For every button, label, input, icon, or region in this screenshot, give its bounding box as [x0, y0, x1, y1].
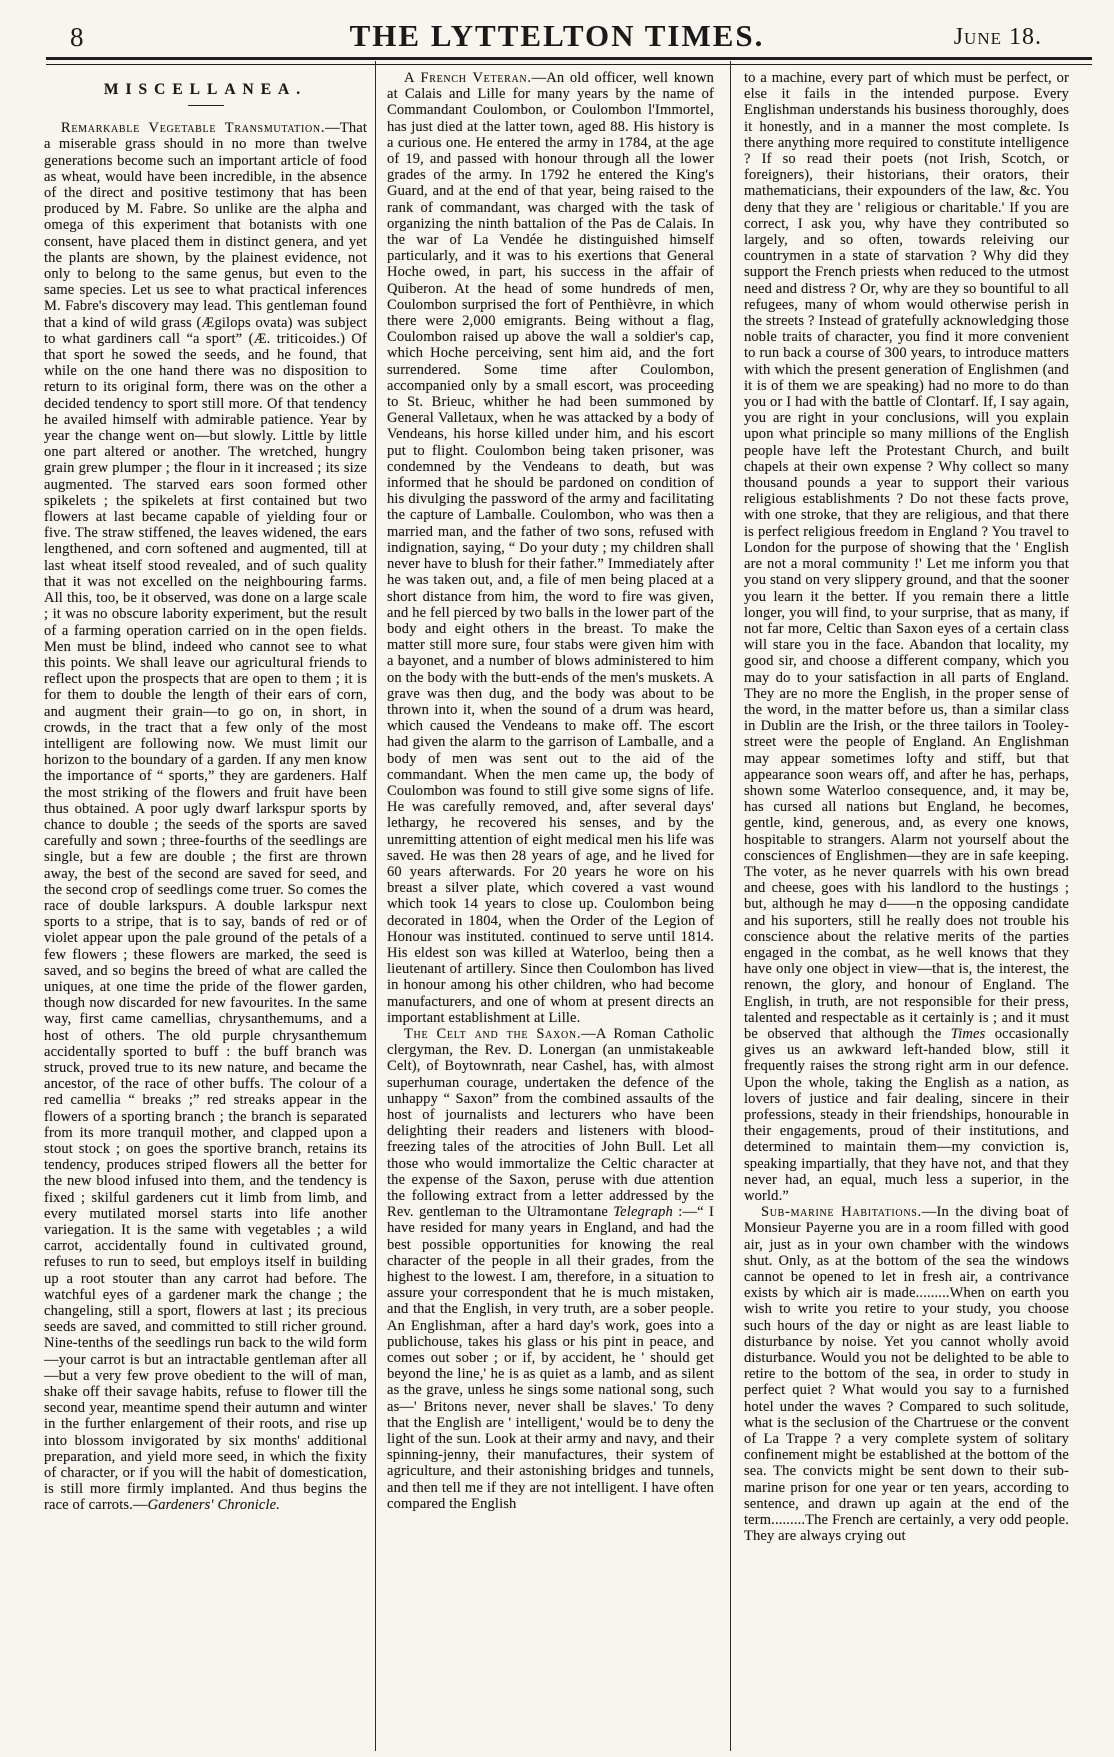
column-3-articles	[744, 70, 1069, 1544]
article-celt-saxon-continued	[744, 70, 1069, 1204]
article-the-celt-and-the-saxon-normal-segment: —A Roman Catholic clergyman, the Rev. D. Lonergan (an unmistakeable Celt), of Boytownrath, near Cashel, has, with almost superhuman courage, undertaken the defence of the unhappy “ Saxon” from the combined assaults of the host of journalists and lecturers who have been delighting their readers and listeners with blood-freezing tales of the atrocities of John Bull. Let all those who would immortalize the Celtic character at the expense of the Saxon, peruse with due attention the following extract from a letter addressed by the Rev. gentleman to the Ultramontane	[387, 1025, 714, 1221]
article-the-celt-and-the-saxon-italic-segment: Telegraph	[613, 1204, 673, 1221]
article-a-french-veteran-normal-segment: —An old officer, well known at Calais and Lille for many years by the name of Commandant Coulombon, or Coulombon l'Immortel, has just died at the latter town, aged 88. His history is a curious one. He entered the army in 1784, at the age of 19, and passed with honour through all the lower grades of the army. In 1792 he entered the King's Guard, and at the end of that year, being raised to the rank of commandant, was charged with the task of organizing the ninth battalion of the Pas de Calais. In the war of La Vendée he distinguished himself particularly, and it was to his exertions that General Hoche owed, in part, his success in the affair of Quiberon. At the head of some hundreds of men, Coulombon surprised the fort of Penthièvre, in which there were 2,000 emigrants. Being without a flag, Coulombon raised up above the wall a soldier's cap, which Hoche perceiving, sent him aid, and the fort surrendered. Some time after Coulombon, accompanied only by a small escort, was proceeding to St. Brieuc, whither he had been summoned by General Valletaux, when he was attacked by a body of Vendeans, his horse killed under him, and his escort put to flight. Coulombon being taken prisoner, was condemned by the Vendeans to death, but was informed that he should be pardoned on condition of his divulging the password of the army and facilitating the capture of Lamballe. Coulombon, who was then a married man, and the father of two sons, refused with indignation, saying, “ Do your duty ; my children shall never have to blush for their father.” Immediately after he was taken out, and, a file of men being placed at a short distance from him, the word to fire was given, and he fell pierced by two balls in the lower part of the body and eight others in the breast. To make the matter still more sure, four stabs were given him with a bayonet, and a number of blows administered to him on the body with the butt-ends of the men's muskets. A grave was then dug, and the body was about to be thrown into it, when the sound of a drum was heard, which caused the Vendeans to make off. The escort had given the alarm to the garrison of Lamballe, and a body of men was sent out to the aid of the commandant. When the men came up, the body of Coulombon was found to still give some signs of life. He was carefully removed, and, after several days' lethargy, he recovered his senses, and by the unremitting attention of eight medical men his life was saved. He was then 28 years of age, and he lived for 60 years afterwards. For 20 years he wore on his breast a silver plate, which covered a vast wound which took 14 years to close up. Coulombon being decorated in 1804, when the Order of the Legion of Honour was instituted. continued to serve until 1814. His eldest son was killed at Waterloo, being then a lieutenant of artillery. Since then Coulombon has lived in honour among his other children, who had become manufacturers, and one of whom at present directs an important establishment at Lille.	[387, 70, 714, 1026]
column-2	[387, 70, 714, 1748]
header-double-rule	[46, 57, 1092, 65]
column-divider-2	[730, 61, 731, 1751]
page-number: 8	[70, 22, 84, 52]
article-sub-marine-habitations-lead-segment: Sub-marine Habitations.	[761, 1204, 922, 1221]
masthead-title: THE LYTTELTON TIMES.	[349, 18, 765, 53]
column-2-articles	[387, 70, 714, 1512]
article-remarkable-vegetable-transmutation	[44, 120, 367, 1513]
section-heading-miscellanea: MISCELLANEA.	[103, 81, 308, 98]
column-1	[44, 70, 367, 1748]
section-heading-rule	[188, 105, 224, 106]
article-celt-saxon-continued-italic-segment: Times	[950, 1025, 986, 1042]
column-1-articles	[44, 120, 367, 1513]
article-celt-saxon-continued-normal-segment: to a machine, every part of which must be perfect, or else it fails in the intended purpose. Every Englishman understands his business thoroughly, does it honestly, and in a manner the most complete. Is there anything more required to constitute intelligence ? If so read their poets (not Irish, Scotch, or foreigners), their historians, their orators, their mathematicians, their expounders of the law, &c. You deny that they are ' religious or charitable.' If you are correct, I ask you, why have they contributed so largely, and so often, towards releiving our countrymen in a state of starvation ? Why did they support the French priests when reduced to the utmost need and distress ? Or, why are they so bountiful to all refugees, many of whom would otherwise perish in the streets ? Instead of gratefully acknowledging those noble traits of character, you find it more convenient to run back a course of 300 years, to introduce matters with which the present generation of Englishmen (and it is of them we are speaking) had no more to do than you or I had with the battle of Clontarf. If, I say again, you are right in your conclusions, will you explain upon what principle so many millions of the English people have left the Protestant Church, and built chapels at their own expense ? Why collect so many thousand pounds a year to support their various religious establishments ? Do not these facts prove, with one stroke, that they are religious, and that there is perfect religious freedom in England ? You travel to London for the purpose of showing that the ' English are not a moral community !' Let me inform you that you stand on very slippery ground, and that the sooner you learn it the better. If you remain there a little longer, you will find, to your surprise, that as many, if not far more, Celtic than Saxon eyes of a certain class will stare you in the face. Abandon that locality, my good sir, and choose a different company, which you may do to your satisfaction in all parts of England. They are no more the English, in the proper sense of the word, in the matter before us, than a similar class in Dublin are the Irish, or the three tailors in Tooley-street were the people of England. An Englishman may appear sometimes lofty and stiff, but that appearance soon wears off, and after he has, perhaps, shown some Waterloo consequence, and, it may be, has cursed all nations but England, he becomes, gentle, kind, generous, and, as every one knows, hospitable to strangers. Alarm not yourself about the consciences of Englishmen—they are in safe keeping. The voter, as he never quarrels with his own bread and cheese, goes with his landlord to the hustings ; but, although he may d——n the opposing candidate and his suporters, still he really does not trouble his conscience about the relative merits of the parties engaged in the combat, as he well knows that they have only one object in view—that is, the interest, the renown, the glory, and honour of England. The English, in truth, are not responsible for their press, talented and respectable as it certainly is ; and it must be observed that although the	[744, 70, 1069, 1042]
article-sub-marine-habitations	[744, 1204, 1069, 1544]
article-the-celt-and-the-saxon-normal-segment: :—“ I have resided for many years in England, and had the best possible opportunities for knowing the real character of the people in all their grades, from the highest to the lowest. I am, therefore, in a situation to assure your correspondent that he is much mistaken, and that the English, in very truth, are a sober people. An Englishman, after a hard day's work, goes into a publichouse, takes his glass or his pint in peace, and comes out sober ; or if, by accident, he ' should get beyond the line,' he is as quiet as a lamb, and as silent as the grave, unless he sings some national song, such as—' Britons never, never shall be slaves.' To deny that the English are ' intelligent,' would be to deny the light of the sun. Look at their army and navy, and their spinning-jenny, their manufactures, their system of agriculture, and their astonishing bridges and tunnels, and then tell me if they are not intelligent. I have often compared the English	[387, 1204, 714, 1512]
column-divider-1	[375, 61, 376, 1751]
article-the-celt-and-the-saxon-lead-segment: The Celt and the Saxon.	[404, 1025, 582, 1042]
article-a-french-veteran	[387, 70, 714, 1026]
column-3	[744, 70, 1069, 1748]
article-remarkable-vegetable-transmutation-normal-segment: —That a miserable grass should in no more than twelve generations become such an important article of food as wheat, would have been incredible, in the absence of the direct and positive testimony that has been produced by M. Fabre. So unlike are the alpha and omega of this experiment that botanists with one consent, have placed them in distinct genera, and yet the plants are shown, by the plainest evidence, not only to belong to the same genus, but even to the same species. Let us see to what practical inferences M. Fabre's discovery may lead. This gentleman found that a kind of wild grass (Ægilops ovata) was subject to what gardiners call “a sport” (Æ. triticoides.) Of that sport he sowed the seeds, and he found, that while on the one hand there was no disposition to return to its original form, there was on the other a decided tendency to sport still more. Of that tendency he availed himself with admirable patience. Year by year the change went on—but slowly. Little by little one part altered or another. The wretched, hungry grain grew plumper ; the flour in it increased ; its size augmented. The starved ears soon formed other spikelets ; the spikelets at first contained but two flowers at last became capable of yielding four or five. The straw stiffened, the leaves widened, the ears lengthened, and corn softened and augmented, till at last wheat itself stood revealed, and of such quality that it was not excelled on the neighbouring farms. All this, too, be it observed, was done on a large scale ; it was no obscure labority experiment, but the result of a farming operation carried on in the open fields. Men must be blind, indeed who cannot see to what this points. We shall leave our agricultural friends to reflect upon the prospects that are open to them ; it is for them to double the length of their ears of corn, and augment their grain—to go on, in short, in crowds, in the tract that a few only of the most intelligent are following now. We must limit our horizon to the boundary of a garden. If any men know the importance of “ sports,” they are gardeners. Half the most striking of the flowers and fruit have been thus obtained. A poor ugly dwarf larkspur sports by chance to double ; the seeds of the sports are saved carefully and sown ; three-fourths of the seedlings are single, but a few are double ; the first are thrown away, the best of the second are saved for seed, and the second crop of seedlings come truer. So comes the race of double larkspurs. A double larkspur next sports to a stripe, that is to say, bands of red or of violet appear upon the pale ground of the petals of a few flowers ; these flowers are marked, the seed is saved, and so begins the breed of what are called the uniques, at one time the pride of the flower garden, though now discarded for new favourites. In the same way, first came camellias, chrysanthemums, and a host of others. The old purple chrysanthemum accidentally sported to buff : the buff branch was struck, proved true to its new nature, and became the ancestor, of the race of other buffs. The colour of a red camellia “ breaks ;” red streaks appear in the flowers of a sporting branch ; the branch is separated from its more tranquil mother, and clapped upon a stout stock ; on goes the sportive branch, retains its tendency, produces striped flowers all the better for the new blood infused into them, and the tendency is fixed ; skilful gardeners cut it limb from limb, and every mutilated morsel starts into life another variegation. It is the same with vegetables ; a wild carrot, accidentally found in cultivated ground, refuses to run to seed, but employs itself in building up a root stouter than any carrot had before. The watchful eyes of a gardener mark the change ; the changeling, still a sport, flowers at last ; its precious seeds are saved, and committed to still richer ground. Nine-tenths of the seedlings run back to the wild form—your carrot is but an intractable gentleman after all—but a very few prove obedient to the will of man, shake off their savage habits, refuse to flower till the second year, meantime spend their autumn and winter in the further enlargement of their roots, and rise up into blossom invigorated by six months' additional preparation, and yield more seed, in which the fixity of character, or if you will the habit of domestication, is still more firmly implanted. And thus begins the race of carrots.—	[44, 120, 367, 1514]
issue-date: June 18.	[953, 24, 1042, 50]
article-the-celt-and-the-saxon	[387, 1026, 714, 1512]
article-remarkable-vegetable-transmutation-italic-segment: Gardeners' Chronicle.	[147, 1497, 281, 1514]
article-remarkable-vegetable-transmutation-lead-segment: Remarkable Vegetable Transmutation.	[61, 120, 326, 137]
article-a-french-veteran-lead-segment: A French Veteran.	[404, 70, 532, 86]
article-celt-saxon-continued-normal-segment: occasionally gives us an awkward left-handed blow, still it frequently raises the strong right arm in our defence. Upon the whole, taking the English as a nation, as lovers of justice and fair dealing, sincere in their professions, steady in their friendships, honourable in their engagements, proud of their institutions, and determined to maintain them—my conviction is, speaking impartially, that they have not, and that they never had, an equal, much less a superior, in the world.”	[744, 1025, 1069, 1205]
article-sub-marine-habitations-normal-segment: —In the diving boat of Monsieur Payerne you are in a room filled with good air, just as in your own chamber with the windows shut. Only, as at the bottom of the sea the windows cannot be opened to let in fresh air, a contrivance exists by which air is made.........When on earth you wish to write you retire to your study, you choose such hours of the day or night as are least liable to disturbance by noise. Yet you cannot wholly avoid disturbance. Would you not be delighted to be able to retire to the bottom of the sea, in order to study in perfect quiet ? What would you say to a furnished hotel under the waves ? Compared to such solitude, what is the seclusion of the Chartruese or the convent of La Trappe ? a very complete system of solitary confinement might be established at the bottom of the sea. The convicts might be sent down to their sub-marine prison for one year or ten years, according to sentence, and drawn up again at the end of the term.........The French are certainly, a very odd people. They are always crying out	[744, 1204, 1069, 1545]
